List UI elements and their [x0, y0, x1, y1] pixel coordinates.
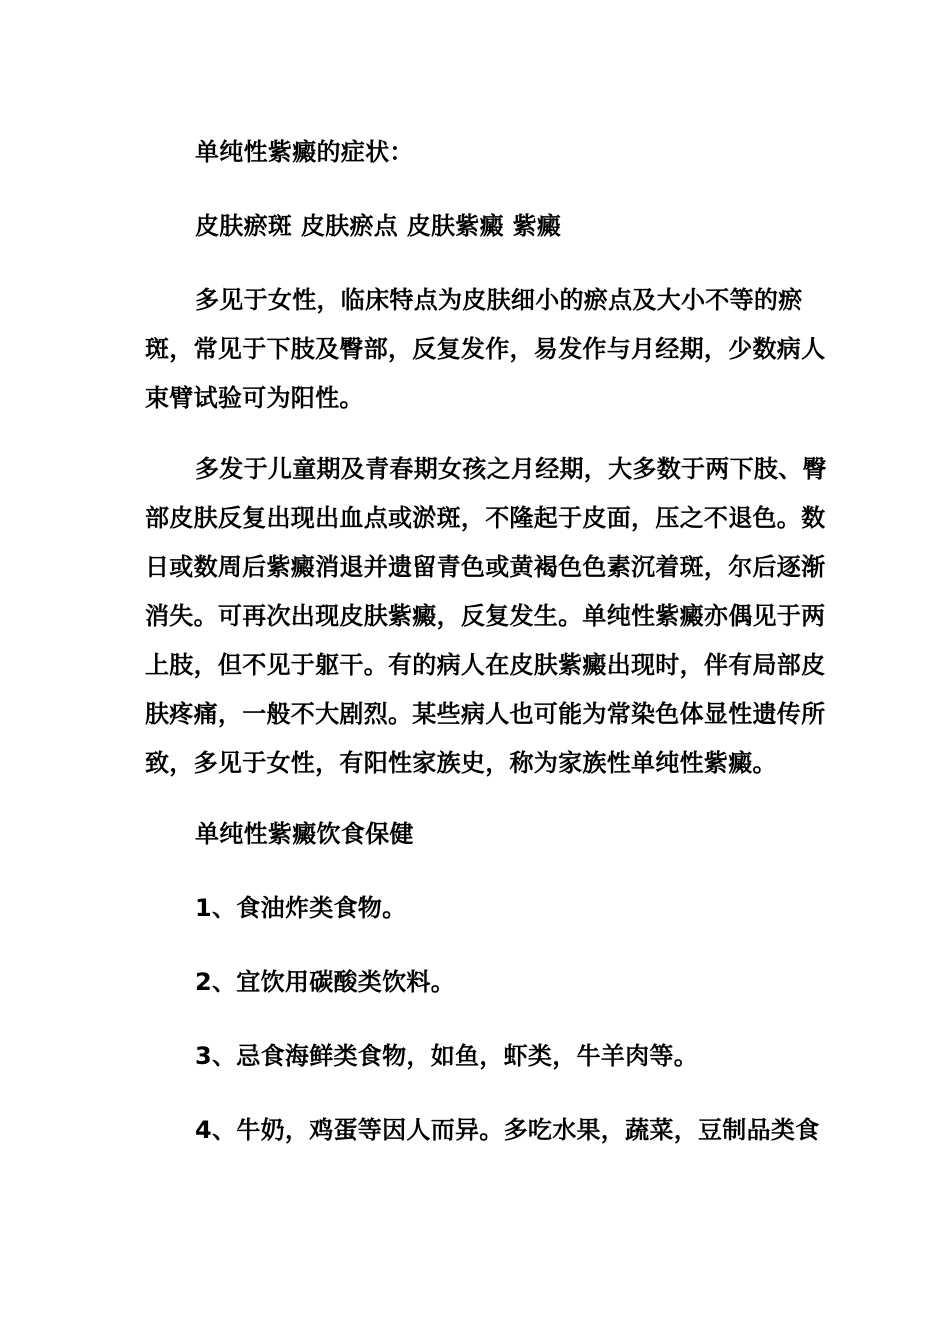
section-heading-diet: 单纯性紫癜饮食保健	[195, 820, 414, 848]
section-heading-symptoms: 单纯性紫癜的症状：	[195, 138, 414, 166]
diet-item-1: 1、食油炸类食物。	[195, 894, 407, 922]
document-body	[145, 128, 835, 1155]
diet-item-3: 3、忌食海鲜类食物，如鱼，虾类，牛羊肉等。	[195, 1042, 698, 1070]
paragraph-details: 多发于儿童期及青春期女孩之月经期，大多数于两下肢、臀部皮肤反复出现出血点或淤斑，不隆起于皮面，压之不退色。数日或数周后紫癜消退并遗留青色或黄褐色色素沉着斑，尔后逐渐消失。可再次出现皮肤紫癜，反复发生。单纯性紫癜亦偶见于两上肢，但不见于躯干。有的病人在皮肤紫癜出现时，伴有局部皮肤疼痛，一般不大剧烈。某些病人也可能为常染色体显性遗传所致，多见于女性，有阳性家族史，称为家族性单纯性紫癜。	[145, 455, 827, 777]
diet-item-2: 2、宜饮用碳酸类饮料。	[195, 968, 455, 996]
symptom-keywords: 皮肤瘀斑 皮肤瘀点 皮肤紫癜 紫癜	[195, 212, 562, 240]
paragraph-overview: 多见于女性，临床特点为皮肤细小的瘀点及大小不等的瘀斑，常见于下肢及臀部，反复发作，易发作与月经期，少数病人束臂试验可为阳性。	[145, 286, 826, 412]
diet-item-4: 4、牛奶，鸡蛋等因人而异。多吃水果，蔬菜，豆制品类食	[195, 1116, 820, 1144]
